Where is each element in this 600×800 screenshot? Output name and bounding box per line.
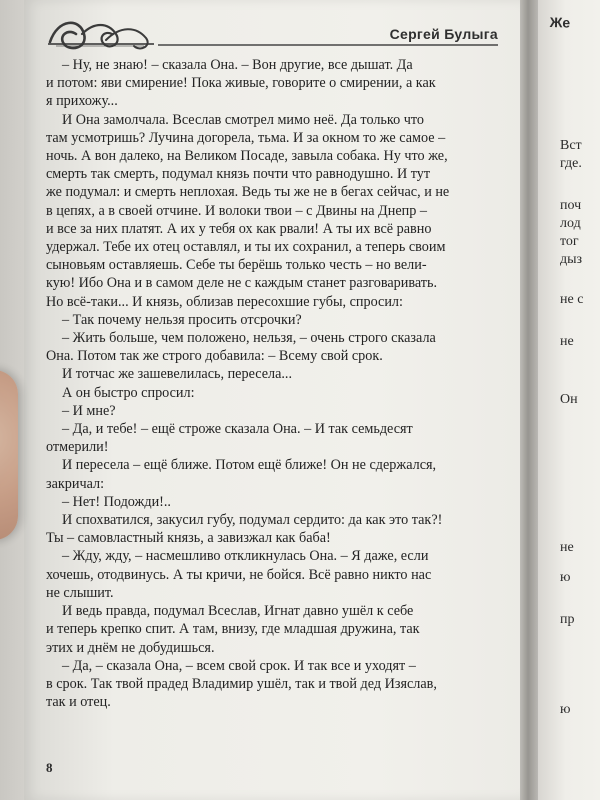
right-page-header-fragment: Же [549,14,571,31]
right-fragment-10: не [560,540,574,555]
right-fragment-13: ю [560,702,571,717]
right-fragment-06: дыз [560,252,583,267]
right-fragment-02: где. [560,156,582,171]
right-fragment-01: Вст [560,138,582,153]
right-fragment-05: тог [560,234,579,249]
right-fragment-07: не с [560,292,584,307]
text-line-15: – Так почему нельзя просить отсрочки? [62,311,302,328]
right-fragment-04: лод [560,216,581,231]
text-line-35: в срок. Так твой прадед Владимир ушёл, так и твой дед Изяслав, [46,675,437,692]
text-line-07: смерть так смерть, подумал князь почти что равнодушно. И тут [46,166,431,183]
text-line-27: Ты – самовластный князь, а завизжал как баба! [46,530,331,547]
page-header [46,12,516,56]
text-line-12: сыновьям оставляешь. Себе ты берёшь только честь – но вели- [46,257,427,274]
text-line-24: закричал: [46,475,105,492]
header-rule [158,44,498,46]
text-line-06: ночь. А вон далеко, на Великом Посаде, завыла собака. Ну что же, [46,148,448,165]
text-line-09: в цепях, а в своей отчине. И волоки твои – с Двины на Днепр – [46,202,427,219]
text-line-08: же подумал: и смерть неплохая. Ведь ты же не в бегах сейчас, и не [46,184,450,201]
text-line-26: И спохватился, закусил губу, подумал сердито: да как это так?! [62,512,443,529]
right-fragment-12: пр [560,612,575,627]
text-line-33: этих и днём не добудишься. [46,639,215,656]
text-line-04: И Она замолчала. Всеслав смотрел мимо неё. Да только что [62,111,424,128]
text-line-18: И тотчас же зашевелилась, пересела... [62,366,293,383]
text-line-10: и все за них платят. А их у тебя ох как рвали! А ты их всё равно [46,220,432,237]
text-line-13: кую! Ибо Она и в самом деле не с каждым станет разговаривать. [46,275,438,292]
left-page-body [46,56,506,711]
text-line-36: так и отец. [46,694,111,711]
book-gutter [520,0,538,800]
decorative-ornament-icon [46,12,156,54]
right-fragment-11: ю [560,570,571,585]
text-line-23: И пересела – ещё ближе. Потом ещё ближе! Он не сдержался, [62,457,437,474]
page-number: 8 [46,760,53,775]
right-fragment-03: поч [560,198,582,213]
text-line-21: – Да, и тебе! – ещё строже сказала Она. – И так семьдесят [62,421,413,438]
text-line-19: А он быстро спросил: [62,384,195,401]
text-line-02: и потом: яви смирение! Пока живые, говорите о смирении, а как [46,75,436,92]
right-fragment-08: не [560,334,574,349]
text-line-20: – И мне? [62,402,116,419]
text-line-03: я прихожу... [46,93,118,110]
text-line-31: И ведь правда, подумал Всеслав, Игнат давно ушёл к себе [62,603,414,620]
running-head-author: Сергей Булыга [389,26,498,42]
right-fragment-09: Он [560,392,578,407]
text-line-17: Она. Потом так же строго добавила: – Всему свой срок. [46,348,383,365]
text-line-14: Но всё-таки... И князь, облизав пересохшие губы, спросил: [46,293,403,310]
text-line-22: отмерили! [46,439,109,456]
text-line-29: хочешь, отодвинусь. А ты кричи, не бойся. Всё равно никто нас [46,566,432,583]
text-line-34: – Да, – сказала Она, – всем свой срок. И так все и уходят – [62,657,416,674]
text-line-30: не слышит. [46,584,114,601]
text-line-25: – Нет! Подожди!.. [62,493,171,510]
text-line-32: и теперь крепко спит. А там, внизу, где младшая дружина, так [46,621,420,638]
text-line-01: – Ну, не знаю! – сказала Она. – Вон другие, все дышат. Да [62,57,413,73]
text-line-28: – Жду, жду, – насмешливо откликнулась Она. – Я даже, если [62,548,429,565]
thumb-holding-page [0,370,18,540]
text-line-16: – Жить больше, чем положено, нельзя, – очень строго сказала [62,330,436,347]
text-line-11: удержал. Тебе их отец оставлял, и ты их сохранил, а теперь своим [46,239,446,256]
text-line-05: там усмотришь? Лучина догорела, тьма. И за окном то же самое – [46,129,446,146]
